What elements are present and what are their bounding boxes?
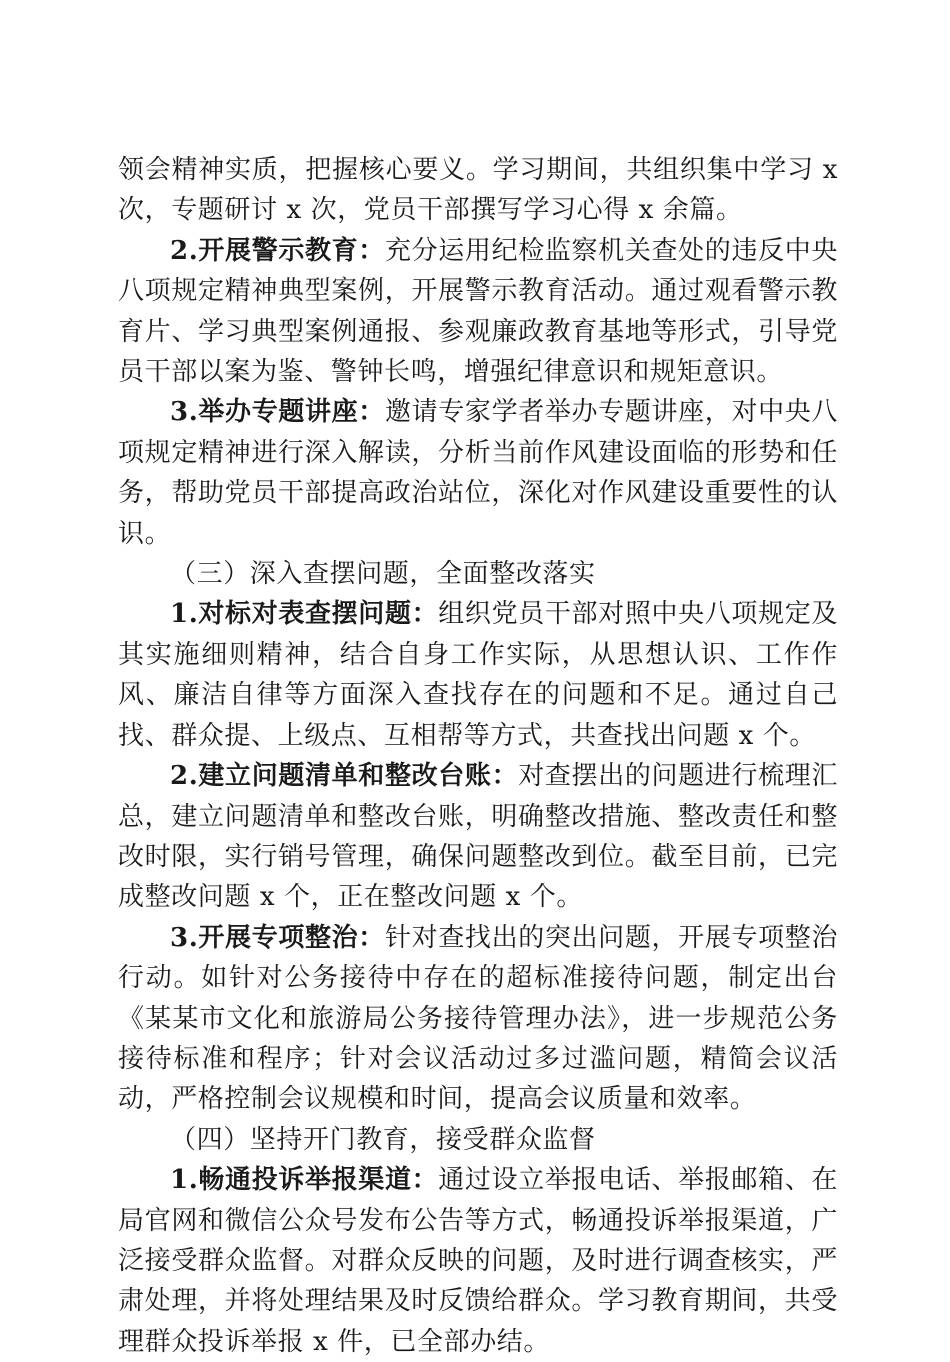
paragraph-complaint-channels bbox=[118, 1160, 838, 1362]
paragraph-text: 通过设立举报电话、举报邮箱、在局官网和微信公众号发布公告等方式，畅通投诉举报渠道，广泛接受群众监督。对群众反映的问题，及时进行调查核实，严肃处理，并将处理结果及时反馈给群众。学习教育期间，共受理群众投诉举报 x 件，已全部办结。 bbox=[118, 1165, 838, 1357]
paragraph-lead: 2.开展警示教育： bbox=[170, 235, 385, 266]
paragraph-lead: 3.举办专题讲座： bbox=[170, 397, 385, 428]
paragraph-lead: 1.畅通投诉举报渠道： bbox=[170, 1165, 439, 1196]
paragraph-find-problems bbox=[118, 594, 838, 756]
document-page bbox=[118, 150, 838, 1362]
paragraph-lead: 1.对标对表查摆问题： bbox=[170, 599, 439, 630]
paragraph-warning-education bbox=[118, 231, 838, 393]
paragraph-special-rectification bbox=[118, 918, 838, 1120]
paragraph-special-lecture bbox=[118, 392, 838, 554]
paragraph-problem-list bbox=[118, 756, 838, 918]
section-heading-4: （四）坚持开门教育，接受群众监督 bbox=[170, 1124, 596, 1155]
section-heading-3: （三）深入查摆问题，全面整改落实 bbox=[170, 559, 596, 590]
paragraph-text: 对查摆出的问题进行梳理汇总，建立问题清单和整改台账，明确整改措施、整改责任和整改时限，实行销号管理，确保问题整改到位。截至目前，已完成整改问题 x 个，正在整改问题 x 个。 bbox=[118, 761, 839, 913]
paragraph-text: 邀请专家学者举办专题讲座，对中央八项规定精神进行深入解读，分析当前作风建设面临的形势和任务，帮助党员干部提高政治站位，深化对作风建设重要性的认识。 bbox=[118, 397, 839, 549]
paragraph-text: 充分运用纪检监察机关查处的违反中央八项规定精神典型案例，开展警示教育活动。通过观看警示教育片、学习典型案例通报、参观廉政教育基地等形式，引导党员干部以案为鉴、警钟长鸣，增强纪律意识和规矩意识。 bbox=[118, 235, 839, 388]
paragraph-text: 针对查找出的突出问题，开展专项整治行动。如针对公务接待中存在的超标准接待问题，制定出台《某某市文化和旅游局公务接待管理办法》，进一步规范公务接待标准和程序；针对会议活动过多过滥问题，精简会议活动，严格控制会议规模和时间，提高会议质量和效率。 bbox=[118, 922, 839, 1115]
paragraph-lead: 2.建立问题清单和整改台账： bbox=[170, 761, 519, 792]
paragraph-continuation bbox=[118, 150, 838, 231]
paragraph-lead: 3.开展专项整治： bbox=[170, 922, 385, 953]
paragraph-text: 组织党员干部对照中央八项规定及其实施细则精神，结合自身工作实际，从思想认识、工作作风、廉洁自律等方面深入查找存在的问题和不足。通过自己找、群众提、上级点、互相帮等方式，共查找出问题 x 个。 bbox=[118, 599, 838, 751]
paragraph-text: 领会精神实质，把握核心要义。学习期间，共组织集中学习 x 次，专题研讨 x 次，党员干部撰写学习心得 x 余篇。 bbox=[118, 155, 838, 226]
